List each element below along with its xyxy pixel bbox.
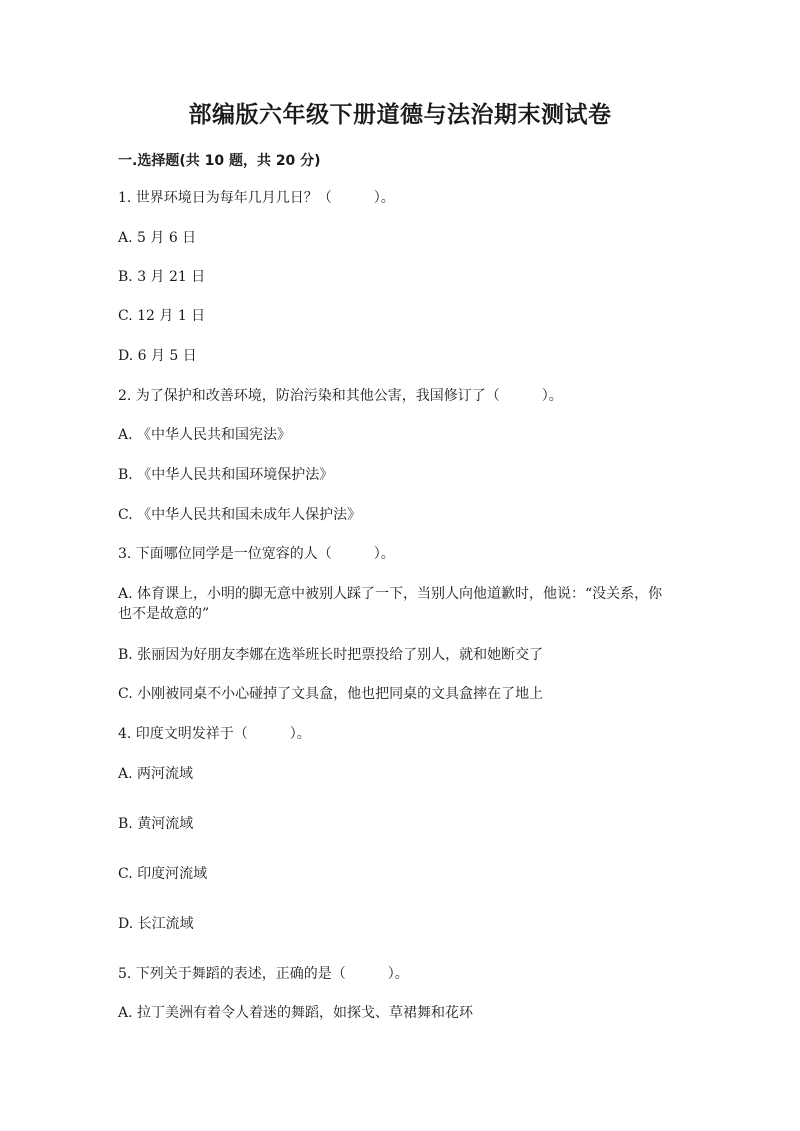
question-stem: 4. 印度文明发祥于（ ）。 (118, 726, 311, 742)
option-text: B. 《中华人民共和国环境保护法》 (118, 467, 334, 483)
option-text: B. 黄河流域 (118, 816, 194, 832)
option-text: B. 3 月 21 日 (118, 269, 206, 285)
option-text: C. 印度河流域 (118, 866, 208, 882)
option-text: C. 小刚被同桌不小心碰掉了文具盒，他也把同桌的文具盒摔在了地上 (118, 686, 544, 702)
question-stem: 3. 下面哪位同学是一位宽容的人（ ）。 (118, 546, 395, 562)
option-text: B. 张丽因为好朋友李娜在选举班长时把票投给了别人，就和她断交了 (118, 647, 544, 663)
question-stem: 1. 世界环境日为每年几月几日？（ ）。 (118, 190, 395, 206)
option-text: D. 长江流域 (118, 916, 194, 932)
option-text: A. 体育课上，小明的脚无意中被别人踩了一下，当别人向他道歉时，他说：“没关系，你也不是故意的” (118, 586, 663, 622)
question-stem: 2. 为了保护和改善环境，防治污染和其他公害，我国修订了（ ）。 (118, 388, 563, 404)
section-heading: 一.选择题(共 10 题，共 20 分) (118, 153, 321, 169)
question-stem: 5. 下列关于舞蹈的表述，正确的是（ ）。 (118, 966, 409, 982)
option-text: A. 两河流域 (118, 766, 194, 782)
option-text: C. 《中华人民共和国未成年人保护法》 (118, 507, 362, 523)
option-text: D. 6 月 5 日 (118, 348, 197, 364)
option-text: C. 12 月 1 日 (118, 308, 206, 324)
option-text: A. 《中华人民共和国宪法》 (118, 427, 292, 443)
page-title: 部编版六年级下册道德与法治期末测试卷 (188, 102, 612, 128)
option-text: A. 5 月 6 日 (118, 230, 197, 246)
option-text: A. 拉丁美洲有着令人着迷的舞蹈，如探戈、草裙舞和花环 (118, 1005, 474, 1021)
